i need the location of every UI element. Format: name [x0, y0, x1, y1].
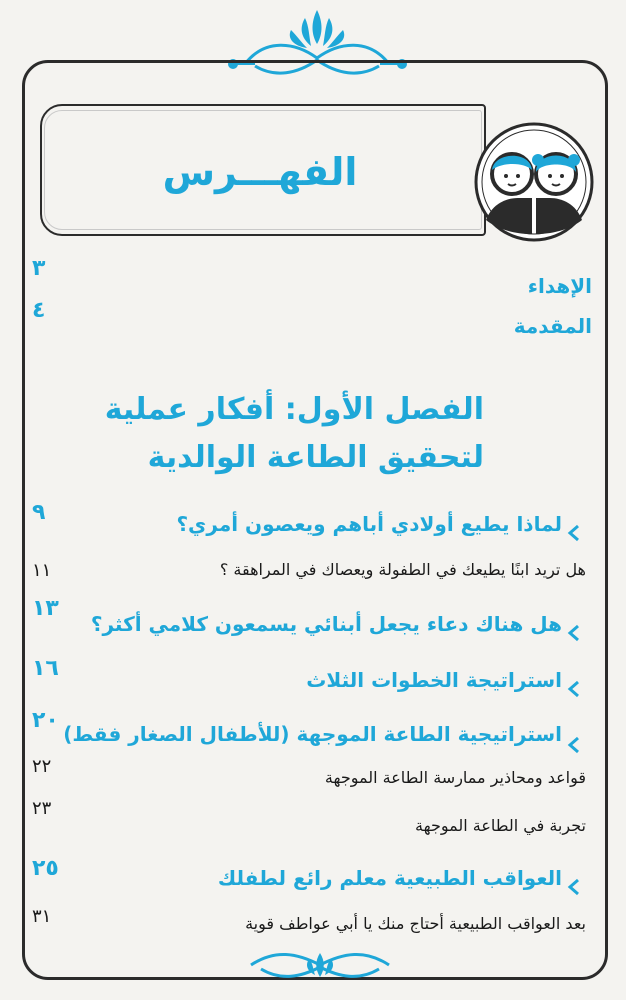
toc-item[interactable]: العواقب الطبيعية معلم رائع لطفلك [217, 866, 562, 890]
toc-item-dedication[interactable]: الإهداء [527, 274, 592, 298]
page-number: ٣ [32, 256, 46, 281]
toc-item-introduction[interactable]: المقدمة [513, 314, 592, 338]
page-number: ٢٣ [32, 798, 52, 819]
chapter-title-line1: الفصل الأول: أفكار عملية [104, 392, 484, 427]
page-number: ٢٢ [32, 756, 52, 777]
chevron-left-icon [566, 878, 582, 896]
children-avatar-icon [472, 120, 596, 244]
toc-subitem[interactable]: تجربة في الطاعة الموجهة [414, 816, 586, 835]
toc-subitem[interactable]: بعد العواقب الطبيعية أحتاج منك يا أبي عواطف قوية [245, 914, 586, 933]
page-title: الفهـــرس [162, 150, 358, 194]
page-number: ١٦ [32, 656, 59, 681]
chevron-left-icon [566, 736, 582, 754]
toc-item[interactable]: هل هناك دعاء يجعل أبنائي يسمعون كلامي أكثر؟ [90, 612, 562, 636]
page-number: ١٣ [32, 596, 59, 621]
chevron-left-icon [566, 524, 582, 542]
toc-item[interactable]: لماذا يطيع أولادي أباهم ويعصون أمري؟ [176, 512, 562, 536]
chapter-title-line2: لتحقيق الطاعة الوالدية [147, 440, 484, 475]
chevron-left-icon [566, 680, 582, 698]
chevron-left-icon [566, 624, 582, 642]
page-number: ٢٥ [32, 856, 59, 881]
page-number: ٩ [32, 500, 46, 525]
page-number: ٣١ [32, 906, 52, 927]
bottom-ornament-icon [245, 945, 395, 987]
toc-subitem[interactable]: هل تريد ابنًا يطيعك في الطفولة ويعصاك في المراهقة ؟ [219, 560, 586, 579]
toc-subitem[interactable]: قواعد ومحاذير ممارسة الطاعة الموجهة [324, 768, 586, 787]
page-number: ٢٠ [32, 708, 59, 733]
page-number: ١١ [32, 560, 52, 581]
toc-item[interactable]: استراتيجة الخطوات الثلاث [306, 668, 562, 692]
page-number: ٤ [32, 298, 46, 323]
toc-item[interactable]: استراتيجية الطاعة الموجهة (للأطفال الصغار فقط) [63, 722, 562, 746]
